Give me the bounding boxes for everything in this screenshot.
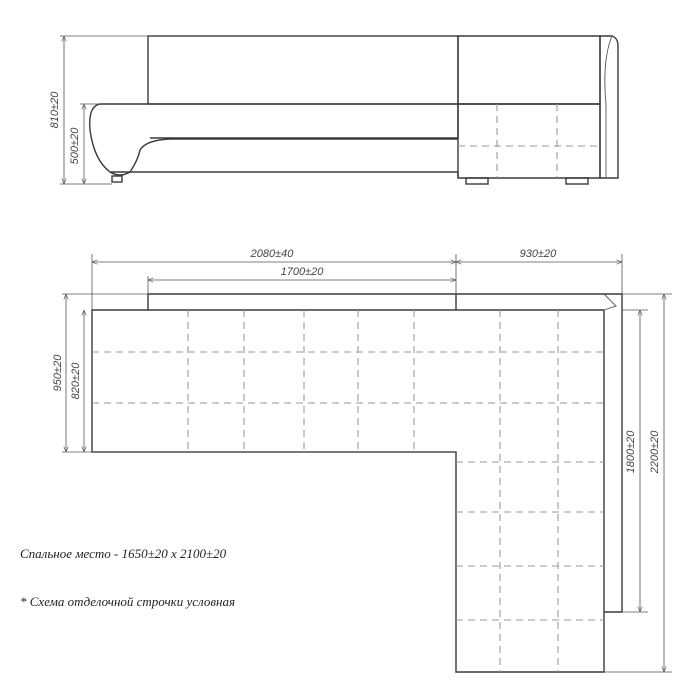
dim-label-1800: 1800±20 — [625, 430, 637, 474]
side-left-end — [90, 104, 458, 175]
side-seat-body — [100, 104, 600, 178]
side-view — [49, 36, 618, 184]
side-left-end-lower — [110, 172, 458, 178]
dim-label-930: 930±20 — [519, 248, 557, 260]
side-backrest — [148, 36, 458, 104]
dim-label-950: 950±20 — [52, 354, 64, 392]
side-seat-front — [150, 104, 458, 138]
dim-label-1700: 1700±20 — [280, 266, 324, 278]
side-foot-2 — [466, 178, 488, 184]
side-right-armrest-curve — [605, 36, 612, 178]
side-foot-1 — [112, 176, 122, 182]
side-right-armrest — [600, 36, 618, 178]
plan-outline — [92, 294, 622, 672]
dim-label-500: 500±20 — [69, 127, 81, 165]
side-corner-block — [458, 36, 600, 104]
dim-label-820: 820±20 — [70, 362, 82, 400]
stitching-note: * Схема отделочной строчки условная — [20, 594, 236, 609]
plan-corner-cap — [604, 294, 616, 310]
dim-label-810: 810±20 — [49, 91, 61, 129]
side-foot-3 — [566, 178, 588, 184]
dim-label-2080: 2080±40 — [250, 248, 294, 260]
dim-label-2200: 2200±20 — [649, 430, 661, 474]
sleeping-area-note: Спальное место - 1650±20 х 2100±20 — [20, 546, 227, 561]
